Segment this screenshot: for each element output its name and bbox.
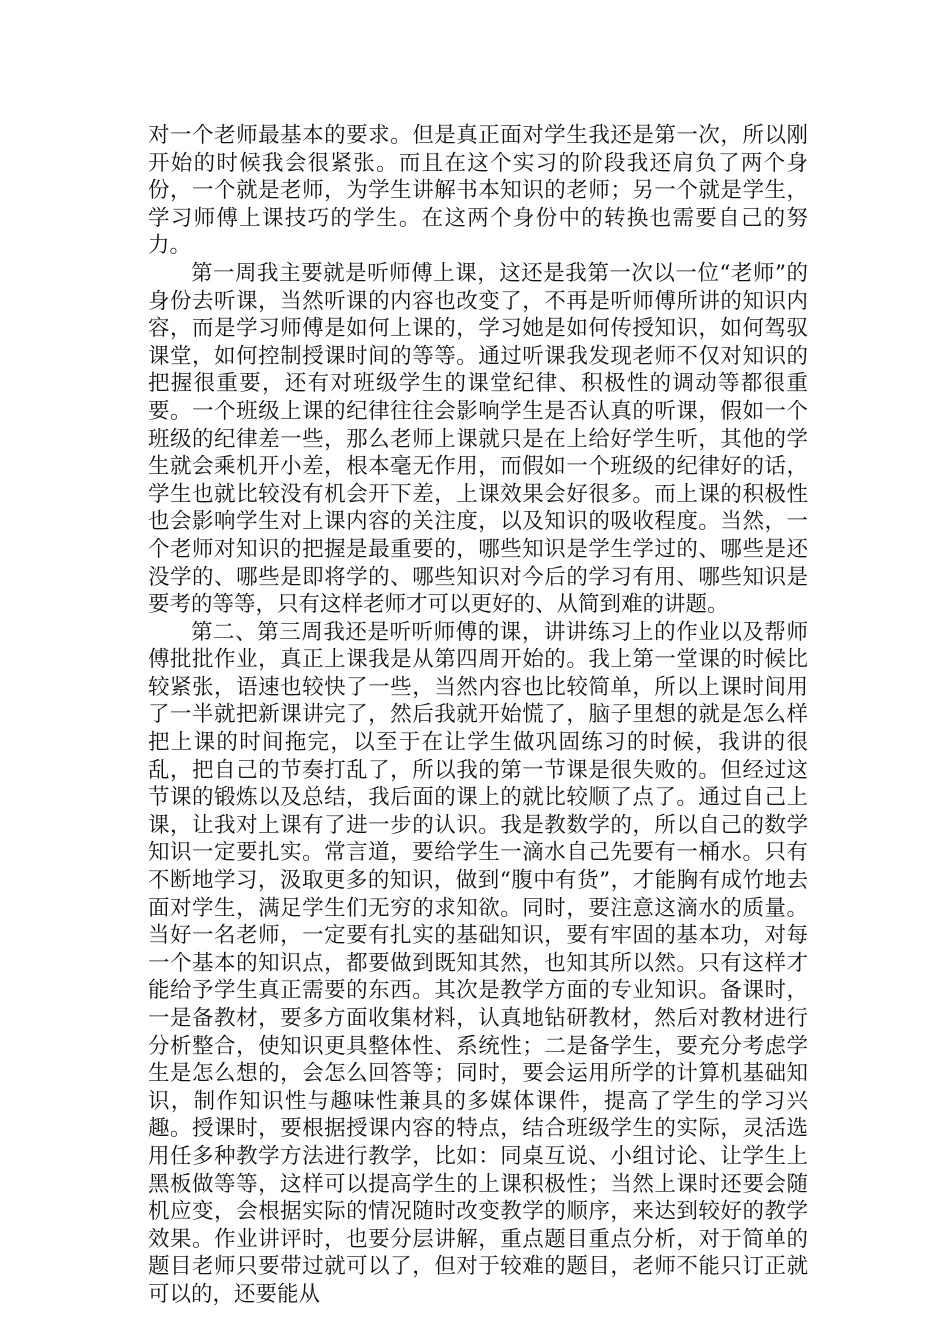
- paragraph-1: 对一个老师最基本的要求。但是真正面对学生我还是第一次，所以刚开始的时候我会很紧张。而且在这个实习的阶段我还肩负了两个身份，一个就是老师，为学生讲解书本知识的老师；另一个就是学生，学习师傅上课技巧的学生。在这两个身份中的转换也需要自己的努力。: [148, 123, 808, 259]
- paragraph-2: 第一周我主要就是听师傅上课，这还是我第一次以一位“老师”的身份去听课，当然听课的内容也改变了，不再是听师傅所讲的知识内容，而是学习师傅是如何上课的，学习她是如何传授知识，如何驾驭课堂，如何控制授课时间的等等。通过听课我发现老师不仅对知识的把握很重要，还有对班级学生的课堂纪律、积极性的调动等都很重要。一个班级上课的纪律往往会影响学生是否认真的听课，假如一个班级的纪律差一些，那么老师上课就只是在上给好学生听，其他的学生就会乘机开小差，根本毫无作用，而假如一个班级的纪律好的话，学生也就比较没有机会开下差，上课效果会好很多。而上课的积极性也会影响学生对上课内容的关注度，以及知识的吸收程度。当然，一个老师对知识的把握是最重要的，哪些知识是学生学过的、哪些是还没学的、哪些是即将学的、哪些知识对今后的学习有用、哪些知识是要考的等等，只有这样老师才可以更好的、从简到难的讲题。: [148, 260, 808, 618]
- document-body: [148, 122, 808, 1309]
- paragraph-3: 第二、第三周我还是听听师傅的课，讲讲练习上的作业以及帮师傅批批作业，真正上课我是从第四周开始的。我上第一堂课的时候比较紧张，语速也较快了一些，当然内容也比较简单，所以上课时间用了一半就把新课讲完了，然后我就开始慌了，脑子里想的就是怎么样把上课的时间拖完，以至于在让学生做巩固练习的时候，我讲的很乱，把自己的节奏打乱了，所以我的第一节课是很失败的。但经过这节课的锻炼以及总结，我后面的课上的就比较顺了点了。通过自己上课，让我对上课有了进一步的认识。我是教数学的，所以自己的数学知识一定要扎实。常言道，要给学生一滴水自己先要有一桶水。只有不断地学习，汲取更多的知识，做到“腹中有货”，才能胸有成竹地去面对学生，满足学生们无穷的求知欲。同时，要注意这滴水的质量。当好一名老师，一定要有扎实的基础知识，要有牢固的基本功，对每一个基本的知识点，都要做到既知其然，也知其所以然。只有这样才能给予学生真正需要的东西。其次是教学方面的专业知识。备课时，一是备教材，要多方面收集材料，认真地钻研教材，然后对教材进行分析整合，使知识更具整体性、系统性；二是备学生，要充分考虑学生是怎么想的，会怎么回答等；同时，要会运用所学的计算机基础知识，制作知识性与趣味性兼具的多媒体课件，提高了学生的学习兴趣。授课时，要根据授课内容的特点，结合班级学生的实际，灵活选用任多种教学方法进行教学，比如：同桌互说、小组讨论、让学生上黑板做等等，这样可以提高学生的上课积极性；当然上课时还要会随机应变，会根据实际的情况随时改变教学的顺序，来达到较好的教学效果。作业讲评时，也要分层讲解，重点题目重点分析，对于简单的题目老师只要带过就可以了，但对于较难的题目，老师不能只订正就可以的，还要能从: [148, 619, 808, 1307]
